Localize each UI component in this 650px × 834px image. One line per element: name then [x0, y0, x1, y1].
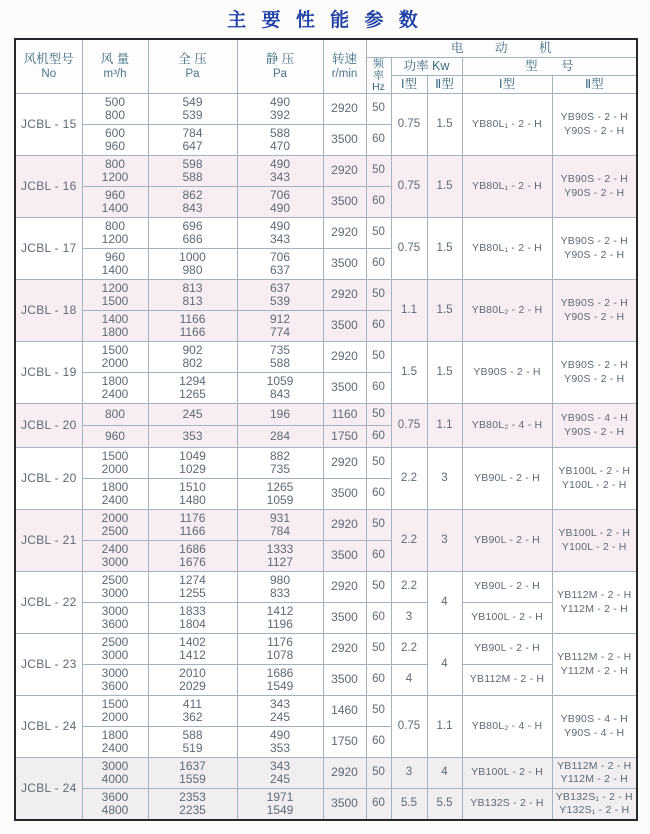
cell-speed: 1460: [323, 696, 366, 727]
cell-frequency: 60: [366, 249, 391, 280]
speed-label: 转速: [331, 51, 357, 66]
cell-air-volume: 1400 1800: [82, 311, 148, 342]
cell-fan-model: JCBL - 20: [15, 404, 82, 448]
cell-static-pressure: 1265 1059: [237, 479, 323, 510]
cell-static-pressure: 490 343: [237, 156, 323, 187]
cell-static-pressure: 588 470: [237, 125, 323, 156]
cell-static-pressure: 1971 1549: [237, 789, 323, 821]
cell-air-volume: 600 960: [82, 125, 148, 156]
cell-motor-type1: YB80L₂ - 4 - H: [462, 696, 552, 758]
cell-air-volume: 960 1400: [82, 249, 148, 280]
cell-power-type2: 4: [427, 758, 462, 789]
cell-motor-type1: YB100L - 2 - H: [462, 758, 552, 789]
cell-speed: 2920: [323, 342, 366, 373]
cell-static-pressure: 706 637: [237, 249, 323, 280]
cell-air-volume: 960 1400: [82, 187, 148, 218]
cell-static-pressure: 196: [237, 404, 323, 426]
table-row: [15, 696, 637, 727]
cell-frequency: 50: [366, 280, 391, 311]
table-row: [15, 448, 637, 479]
cell-motor-type1: YB90L - 2 - H: [462, 572, 552, 603]
cell-static-pressure: 706 490: [237, 187, 323, 218]
cell-fan-model: JCBL - 19: [15, 342, 82, 404]
cell-frequency: 60: [366, 125, 391, 156]
cell-total-pressure: 2010 2029: [148, 665, 237, 696]
cell-speed: 3500: [323, 125, 366, 156]
cell-total-pressure: 353: [148, 426, 237, 448]
cell-frequency: 50: [366, 572, 391, 603]
cell-static-pressure: 343 245: [237, 758, 323, 789]
cell-total-pressure: 784 647: [148, 125, 237, 156]
table-row: [15, 280, 637, 311]
cell-power-type2: 1.5: [427, 280, 462, 342]
cell-total-pressure: 696 686: [148, 218, 237, 249]
cell-total-pressure: 1000 980: [148, 249, 237, 280]
cell-frequency: 60: [366, 789, 391, 821]
cell-frequency: 50: [366, 218, 391, 249]
cell-total-pressure: 598 588: [148, 156, 237, 187]
col-header-speed: [323, 39, 366, 94]
total-pressure-unit: Pa: [185, 67, 200, 80]
cell-motor-type1: YB80L₁ - 2 - H: [462, 94, 552, 156]
cell-total-pressure: 1274 1255: [148, 572, 237, 603]
cell-motor-type2: YB90S - 2 - H Y90S - 2 - H: [552, 218, 637, 280]
cell-static-pressure: 1176 1078: [237, 634, 323, 665]
cell-total-pressure: 862 843: [148, 187, 237, 218]
cell-static-pressure: 882 735: [237, 448, 323, 479]
cell-frequency: 60: [366, 187, 391, 218]
col-header-power-type2: Ⅱ型: [427, 76, 462, 94]
cell-motor-type1: YB80L₁ - 2 - H: [462, 156, 552, 218]
cell-air-volume: 3600 4800: [82, 789, 148, 821]
cell-frequency: 60: [366, 311, 391, 342]
cell-speed: 3500: [323, 665, 366, 696]
col-header-total-pressure: [148, 39, 237, 94]
col-header-model-type2: Ⅱ型: [552, 76, 637, 94]
cell-power-type2: 4: [427, 572, 462, 634]
cell-frequency: 50: [366, 696, 391, 727]
cell-speed: 3500: [323, 789, 366, 821]
cell-static-pressure: 980 833: [237, 572, 323, 603]
cell-power-type1: 0.75: [391, 696, 427, 758]
cell-frequency: 60: [366, 479, 391, 510]
cell-total-pressure: 1686 1676: [148, 541, 237, 572]
cell-total-pressure: 1833 1804: [148, 603, 237, 634]
performance-table: [14, 38, 638, 821]
cell-air-volume: 800: [82, 404, 148, 426]
cell-frequency: 60: [366, 426, 391, 448]
cell-total-pressure: 1049 1029: [148, 448, 237, 479]
table-row: [15, 572, 637, 603]
col-header-power: 功率 Kw: [391, 58, 462, 76]
cell-power-type1: 0.75: [391, 94, 427, 156]
cell-frequency: 60: [366, 603, 391, 634]
table-row: [15, 404, 637, 426]
cell-power-type2: 3: [427, 510, 462, 572]
cell-static-pressure: 1686 1549: [237, 665, 323, 696]
cell-static-pressure: 284: [237, 426, 323, 448]
cell-speed: 2920: [323, 448, 366, 479]
cell-air-volume: 3000 3600: [82, 665, 148, 696]
cell-frequency: 50: [366, 94, 391, 125]
cell-air-volume: 2000 2500: [82, 510, 148, 541]
cell-fan-model: JCBL - 18: [15, 280, 82, 342]
cell-motor-type2: YB100L - 2 - H Y100L - 2 - H: [552, 510, 637, 572]
col-header-air-volume: [82, 39, 148, 94]
cell-speed: 2920: [323, 156, 366, 187]
cell-static-pressure: 912 774: [237, 311, 323, 342]
cell-total-pressure: 588 519: [148, 727, 237, 758]
cell-fan-model: JCBL - 24: [15, 758, 82, 821]
cell-fan-model: JCBL - 23: [15, 634, 82, 696]
static-pressure-unit: Pa: [272, 67, 288, 80]
cell-air-volume: 2500 3000: [82, 572, 148, 603]
air-volume-label: 风 量: [100, 51, 130, 66]
cell-total-pressure: 813 813: [148, 280, 237, 311]
cell-frequency: 50: [366, 510, 391, 541]
cell-motor-type2: YB112M - 2 - H Y112M - 2 - H: [552, 758, 637, 789]
cell-frequency: 50: [366, 404, 391, 426]
table-body: [15, 94, 637, 821]
cell-speed: 3500: [323, 249, 366, 280]
cell-motor-type2: YB90S - 4 - H Y90S - 4 - H: [552, 696, 637, 758]
cell-static-pressure: 735 588: [237, 342, 323, 373]
cell-motor-type1: YB112M - 2 - H: [462, 665, 552, 696]
cell-frequency: 60: [366, 373, 391, 404]
cell-power-type2: 1.1: [427, 696, 462, 758]
cell-motor-type2: YB100L - 2 - H Y100L - 2 - H: [552, 448, 637, 510]
frequency-unit: Hz: [372, 81, 385, 93]
cell-total-pressure: 1510 1480: [148, 479, 237, 510]
cell-power-type2: 5.5: [427, 789, 462, 821]
cell-fan-model: JCBL - 17: [15, 218, 82, 280]
cell-motor-type2: YB112M - 2 - H Y112M - 2 - H: [552, 634, 637, 696]
cell-air-volume: 1500 2000: [82, 696, 148, 727]
cell-air-volume: 1800 2400: [82, 373, 148, 404]
cell-static-pressure: 1412 1196: [237, 603, 323, 634]
cell-total-pressure: 1294 1265: [148, 373, 237, 404]
cell-power-type1: 0.75: [391, 404, 427, 448]
table-header: [15, 39, 637, 94]
cell-total-pressure: 245: [148, 404, 237, 426]
cell-air-volume: 800 1200: [82, 218, 148, 249]
cell-power-type2: 1.5: [427, 94, 462, 156]
cell-static-pressure: 490 392: [237, 94, 323, 125]
cell-speed: 2920: [323, 572, 366, 603]
cell-power-type2: 1.5: [427, 342, 462, 404]
cell-speed: 1750: [323, 727, 366, 758]
cell-power-type1: 0.75: [391, 156, 427, 218]
cell-motor-type2: YB90S - 4 - H Y90S - 2 - H: [552, 404, 637, 448]
cell-frequency: 60: [366, 727, 391, 758]
cell-motor-type1: YB90S - 2 - H: [462, 342, 552, 404]
cell-static-pressure: 637 539: [237, 280, 323, 311]
cell-total-pressure: 549 539: [148, 94, 237, 125]
cell-motor-type2: YB90S - 2 - H Y90S - 2 - H: [552, 156, 637, 218]
table-row: [15, 603, 637, 634]
cell-power-type1: 5.5: [391, 789, 427, 821]
cell-speed: 2920: [323, 510, 366, 541]
cell-air-volume: 960: [82, 426, 148, 448]
table-row: [15, 634, 637, 665]
cell-air-volume: 1800 2400: [82, 479, 148, 510]
cell-speed: 2920: [323, 634, 366, 665]
cell-fan-model: JCBL - 16: [15, 156, 82, 218]
cell-speed: 1750: [323, 426, 366, 448]
cell-total-pressure: 1637 1559: [148, 758, 237, 789]
cell-air-volume: 1500 2000: [82, 448, 148, 479]
cell-fan-model: JCBL - 21: [15, 510, 82, 572]
cell-air-volume: 1200 1500: [82, 280, 148, 311]
cell-motor-type1: YB132S - 2 - H: [462, 789, 552, 821]
cell-motor-type1: YB80L₂ - 2 - H: [462, 280, 552, 342]
cell-static-pressure: 1059 843: [237, 373, 323, 404]
cell-air-volume: 1800 2400: [82, 727, 148, 758]
table-row: [15, 510, 637, 541]
col-header-model-no: 型 号: [462, 58, 637, 76]
cell-speed: 2920: [323, 280, 366, 311]
cell-power-type2: 1.1: [427, 404, 462, 448]
air-volume-unit: m³/h: [103, 67, 127, 80]
cell-power-type1: 2.2: [391, 634, 427, 665]
cell-air-volume: 3000 4000: [82, 758, 148, 789]
table-row: [15, 342, 637, 373]
cell-speed: 1160: [323, 404, 366, 426]
cell-static-pressure: 1333 1127: [237, 541, 323, 572]
col-header-frequency: [366, 58, 391, 94]
cell-speed: 3500: [323, 311, 366, 342]
cell-power-type1: 1.1: [391, 280, 427, 342]
cell-air-volume: 3000 3600: [82, 603, 148, 634]
speed-unit: r/min: [331, 67, 358, 80]
fan-model-sublabel: No: [41, 67, 57, 80]
cell-motor-type2: YB132S₁ - 2 - H Y132S₁ - 2 - H: [552, 789, 637, 821]
cell-frequency: 60: [366, 541, 391, 572]
cell-power-type1: 4: [391, 665, 427, 696]
cell-motor-type1: YB90L - 2 - H: [462, 448, 552, 510]
table-row: [15, 789, 637, 821]
cell-speed: 2920: [323, 218, 366, 249]
cell-motor-type1: YB80L₁ - 2 - H: [462, 218, 552, 280]
table-row: [15, 156, 637, 187]
table-row: [15, 665, 637, 696]
cell-static-pressure: 490 353: [237, 727, 323, 758]
cell-power-type2: 1.5: [427, 156, 462, 218]
static-pressure-label: 静 压: [265, 51, 295, 66]
cell-air-volume: 2500 3000: [82, 634, 148, 665]
cell-total-pressure: 1176 1166: [148, 510, 237, 541]
cell-motor-type1: YB90L - 2 - H: [462, 510, 552, 572]
table-row: [15, 94, 637, 125]
cell-motor-type2: YB90S - 2 - H Y90S - 2 - H: [552, 342, 637, 404]
cell-frequency: 50: [366, 156, 391, 187]
table-row: [15, 218, 637, 249]
fan-model-label: 风机型号: [23, 51, 74, 66]
cell-power-type2: 3: [427, 448, 462, 510]
cell-air-volume: 2400 3000: [82, 541, 148, 572]
cell-speed: 3500: [323, 187, 366, 218]
cell-total-pressure: 1166 1166: [148, 311, 237, 342]
cell-power-type2: 4: [427, 634, 462, 696]
col-header-motor: 电 动 机: [366, 39, 637, 58]
cell-power-type2: 1.5: [427, 218, 462, 280]
col-header-model-type1: Ⅰ型: [462, 76, 552, 94]
cell-motor-type1: YB80L₂ - 4 - H: [462, 404, 552, 448]
cell-power-type1: 0.75: [391, 218, 427, 280]
total-pressure-label: 全 压: [178, 51, 207, 66]
page-title: 主 要 性 能 参 数: [227, 10, 423, 31]
col-header-fan-model: [15, 39, 82, 94]
cell-air-volume: 1500 2000: [82, 342, 148, 373]
cell-fan-model: JCBL - 24: [15, 696, 82, 758]
cell-fan-model: JCBL - 15: [15, 94, 82, 156]
cell-total-pressure: 1402 1412: [148, 634, 237, 665]
cell-static-pressure: 931 784: [237, 510, 323, 541]
cell-motor-type1: YB100L - 2 - H: [462, 603, 552, 634]
cell-frequency: 60: [366, 665, 391, 696]
cell-speed: 2920: [323, 758, 366, 789]
cell-power-type1: 2.2: [391, 572, 427, 603]
cell-power-type1: 2.2: [391, 448, 427, 510]
col-header-static-pressure: [237, 39, 323, 94]
col-header-power-type1: Ⅰ型: [391, 76, 427, 94]
cell-speed: 3500: [323, 541, 366, 572]
cell-motor-type2: YB90S - 2 - H Y90S - 2 - H: [552, 94, 637, 156]
cell-air-volume: 800 1200: [82, 156, 148, 187]
cell-static-pressure: 490 343: [237, 218, 323, 249]
cell-speed: 3500: [323, 373, 366, 404]
cell-fan-model: JCBL - 22: [15, 572, 82, 634]
cell-speed: 3500: [323, 603, 366, 634]
cell-total-pressure: 2353 2235: [148, 789, 237, 821]
table-row: [15, 758, 637, 789]
cell-frequency: 50: [366, 634, 391, 665]
cell-power-type1: 1.5: [391, 342, 427, 404]
cell-total-pressure: 902 802: [148, 342, 237, 373]
cell-frequency: 50: [366, 448, 391, 479]
cell-speed: 2920: [323, 94, 366, 125]
cell-speed: 3500: [323, 479, 366, 510]
cell-frequency: 50: [366, 758, 391, 789]
frequency-label: 频率: [373, 58, 384, 82]
cell-power-type1: 3: [391, 603, 427, 634]
cell-fan-model: JCBL - 20: [15, 448, 82, 510]
cell-power-type1: 2.2: [391, 510, 427, 572]
cell-motor-type2: YB90S - 2 - H Y90S - 2 - H: [552, 280, 637, 342]
cell-frequency: 50: [366, 342, 391, 373]
cell-motor-type2: YB112M - 2 - H Y112M - 2 - H: [552, 572, 637, 634]
cell-total-pressure: 411 362: [148, 696, 237, 727]
cell-motor-type1: YB90L - 2 - H: [462, 634, 552, 665]
cell-air-volume: 500 800: [82, 94, 148, 125]
cell-power-type1: 3: [391, 758, 427, 789]
cell-static-pressure: 343 245: [237, 696, 323, 727]
